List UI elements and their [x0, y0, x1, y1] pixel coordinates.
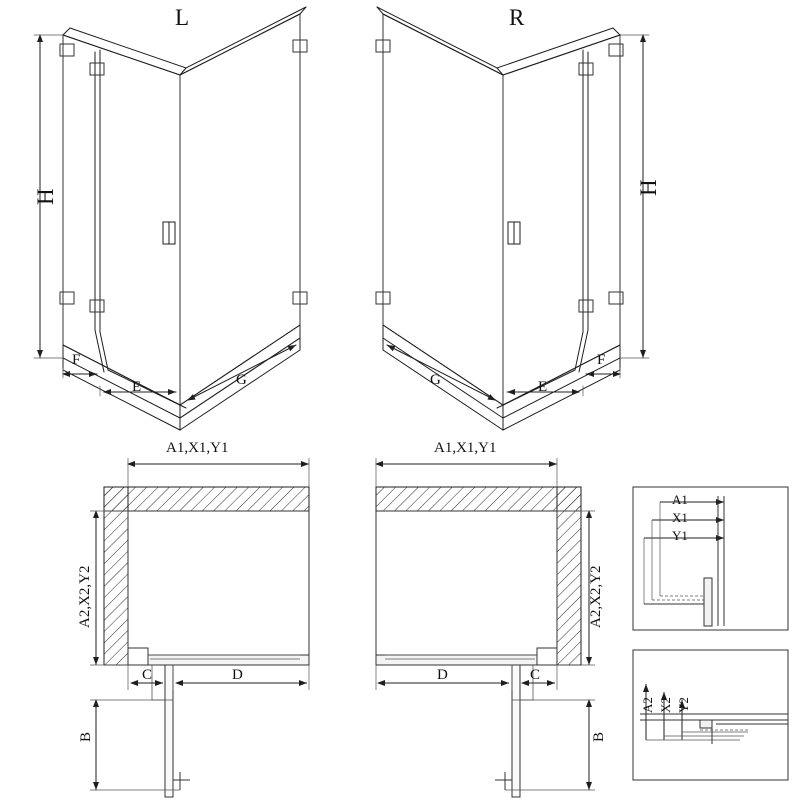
dim-label-d-right: D [437, 667, 448, 683]
dim-label-e-left: E [132, 379, 142, 395]
dim-label-b-left: B [78, 731, 94, 742]
detail-label-x1: X1 [672, 510, 688, 525]
dim-label-top-right: A1,X1,Y1 [434, 440, 497, 456]
detail-top [633, 487, 788, 630]
dim-label-side-right: A2,X2,Y2 [588, 565, 604, 628]
dim-label-g-right: G [430, 372, 441, 388]
plan-view-right [376, 458, 595, 797]
view-label-right: R [509, 5, 525, 30]
dim-label-h-right: H [636, 179, 661, 196]
dim-label-g-left: G [236, 372, 247, 388]
dim-label-f-right: F [597, 352, 606, 368]
dim-label-c-right: C [530, 667, 541, 683]
detail-bottom [633, 650, 788, 780]
dim-label-f-left: F [72, 352, 81, 368]
detail-label-a2: A2 [640, 697, 655, 713]
detail-label-y1: Y1 [672, 528, 688, 543]
dim-label-top-left: A1,X1,Y1 [166, 440, 229, 456]
dim-label-c-left: C [142, 667, 153, 683]
view-label-left: L [175, 5, 190, 30]
dim-label-e-right: E [538, 379, 548, 395]
iso-view-right [376, 7, 649, 430]
dim-label-d-left: D [232, 667, 243, 683]
detail-label-a1: A1 [672, 492, 688, 507]
dim-label-side-left: A2,X2,Y2 [77, 565, 93, 628]
dim-label-h-left: H [33, 188, 58, 205]
plan-view-left [90, 458, 309, 797]
dim-label-b-right: B [591, 731, 607, 742]
detail-label-y2: Y2 [676, 697, 691, 713]
detail-label-x2: X2 [658, 697, 673, 713]
